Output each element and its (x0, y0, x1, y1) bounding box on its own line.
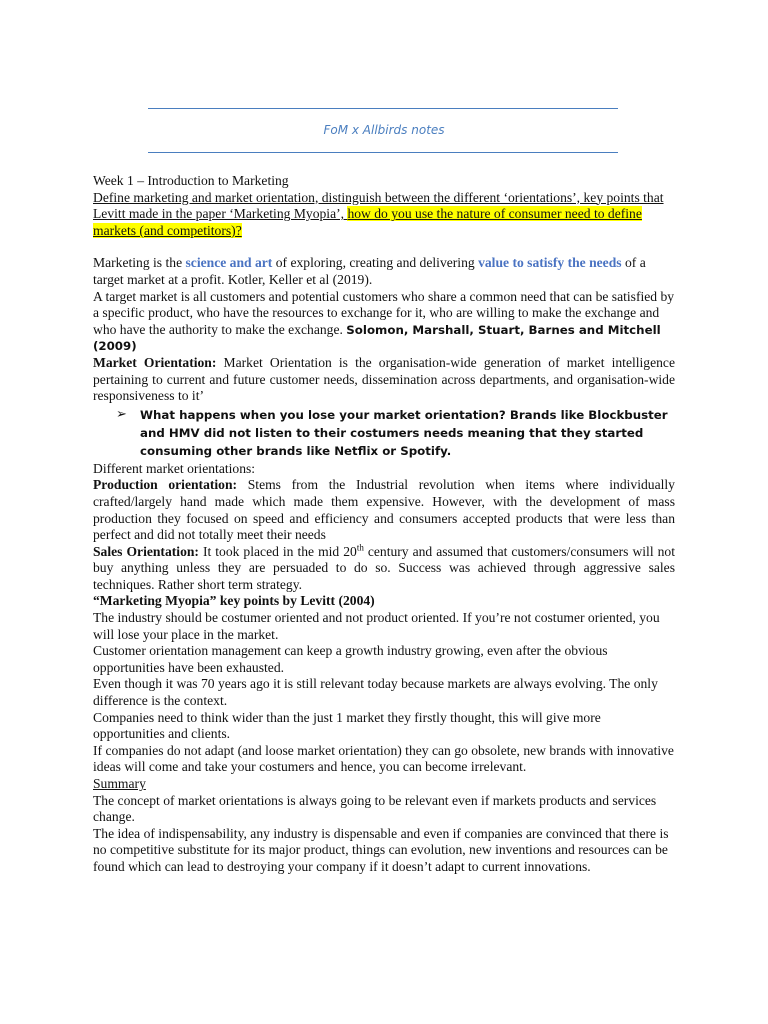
header-top-rule (148, 108, 618, 109)
value-phrase: value to satisfy the needs (478, 255, 622, 271)
myopia-point: Companies need to think wider than the just 1 market they firstly thought, this will give more opportunities and clients. (93, 709, 601, 742)
production-orientation-paragraph (93, 477, 675, 543)
summary-heading: Summary (93, 776, 146, 791)
week-task-text: Define marketing and market orientation, distinguish between the different ‘orientations’, key points that Levitt made in the paper ‘Marketing Myopia’, (93, 189, 664, 222)
myopia-point: Even though it was 70 years ago it is still relevant today because markets are always evolving. The only difference is the context. (93, 676, 658, 709)
bullet-text (140, 408, 668, 458)
header-bottom-rule (148, 152, 618, 153)
myopia-point: Customer orientation management can keep a growth industry growing, even after the obvious opportunities have been exhausted. (93, 643, 608, 675)
sales-orientation-label: Sales Orientation: (93, 543, 199, 559)
sales-orientation-text-b: century and assumed that customers/consumers will not buy anything unless they are persuaded to do so. Success was achieved through aggressive sales techniques. Rather short term strategy. (93, 543, 675, 592)
target-market-citation: Solomon, Marshall, Stuart, Barnes and Mitchell (2009) (93, 322, 661, 354)
document-header-title: FoM x Allbirds notes (323, 123, 445, 137)
bullet-item (93, 406, 675, 460)
marketing-def-post: of a target market at a profit. Kotler, Keller et al (2019). (93, 255, 646, 287)
summary-paragraph: The idea of indispensability, any industry is dispensable and even if companies are convinced that there is no competitive substitute for its major product, things can evolution, new inventions and resources can be found which can lead to destroying your company if it doesn’t adapt to current innovations. (93, 825, 669, 874)
target-market-text: A target market is all customers and potential customers who share a common need that can be satisfied by a specific product, who have the resources to exchange for it, who are willing to make the exchange and who have the authority to make the exchange. (93, 288, 675, 337)
orientations-heading: Different market orientations: (93, 460, 256, 476)
market-orientation-label: Market Orientation: (93, 354, 217, 370)
sales-orientation-text-a: It took placed in the mid 20 (198, 543, 357, 559)
marketing-def-mid: of exploring, creating and delivering (272, 255, 479, 271)
spacer (93, 239, 675, 255)
science-and-art-phrase: science and art (185, 255, 273, 271)
arrow-bullet-icon: ➢ (116, 405, 127, 421)
document-body (93, 173, 675, 876)
myopia-heading: “Marketing Myopia” key points by Levitt (2004) (93, 593, 375, 609)
production-orientation-text: Stems from the Industrial revolution when items where individually crafted/largely hand made which made them expensive. However, with the development of mass production they focused on speed and efficiency and consumers accepted products that were less than perfect and did not totally meet their needs (93, 477, 675, 543)
summary-paragraph: The concept of market orientations is always going to be relevant even if markets products and services change. (93, 792, 657, 825)
marketing-definition (93, 255, 675, 288)
target-market-paragraph (93, 289, 675, 355)
week-task (93, 190, 675, 240)
myopia-point: If companies do not adapt (and loose market orientation) they can go obsolete, new brands with innovative ideas will come and take your costumers and hence, you can become irrelevant. (93, 742, 674, 775)
market-orientation-paragraph (93, 355, 675, 405)
myopia-point: The industry should be costumer oriented and not product oriented. If you’re not costumer oriented, you will lose your place in the market. (93, 610, 660, 642)
superscript-th: th (356, 542, 364, 553)
bullet-question: What happens when you lose your market orientation? (140, 407, 506, 422)
marketing-def-pre: Marketing is the (93, 255, 186, 271)
sales-orientation-paragraph (93, 544, 675, 594)
production-orientation-label: Production orientation: (93, 477, 238, 493)
week-task-highlight: how do you use the nature of consumer need to define markets (and competitors)? (93, 206, 642, 238)
bullet-answer: Brands like Blockbuster and HMV did not listen to their costumers needs meaning that they started consuming other brands like Netflix or Spotify. (140, 407, 668, 458)
week-heading: Week 1 – Introduction to Marketing (93, 173, 289, 188)
market-orientation-text: Market Orientation is the organisation-wide generation of market intelligence pertaining to current and future customer needs, dissemination across departments, and organisation-wide responsiveness to it’ (93, 354, 676, 404)
